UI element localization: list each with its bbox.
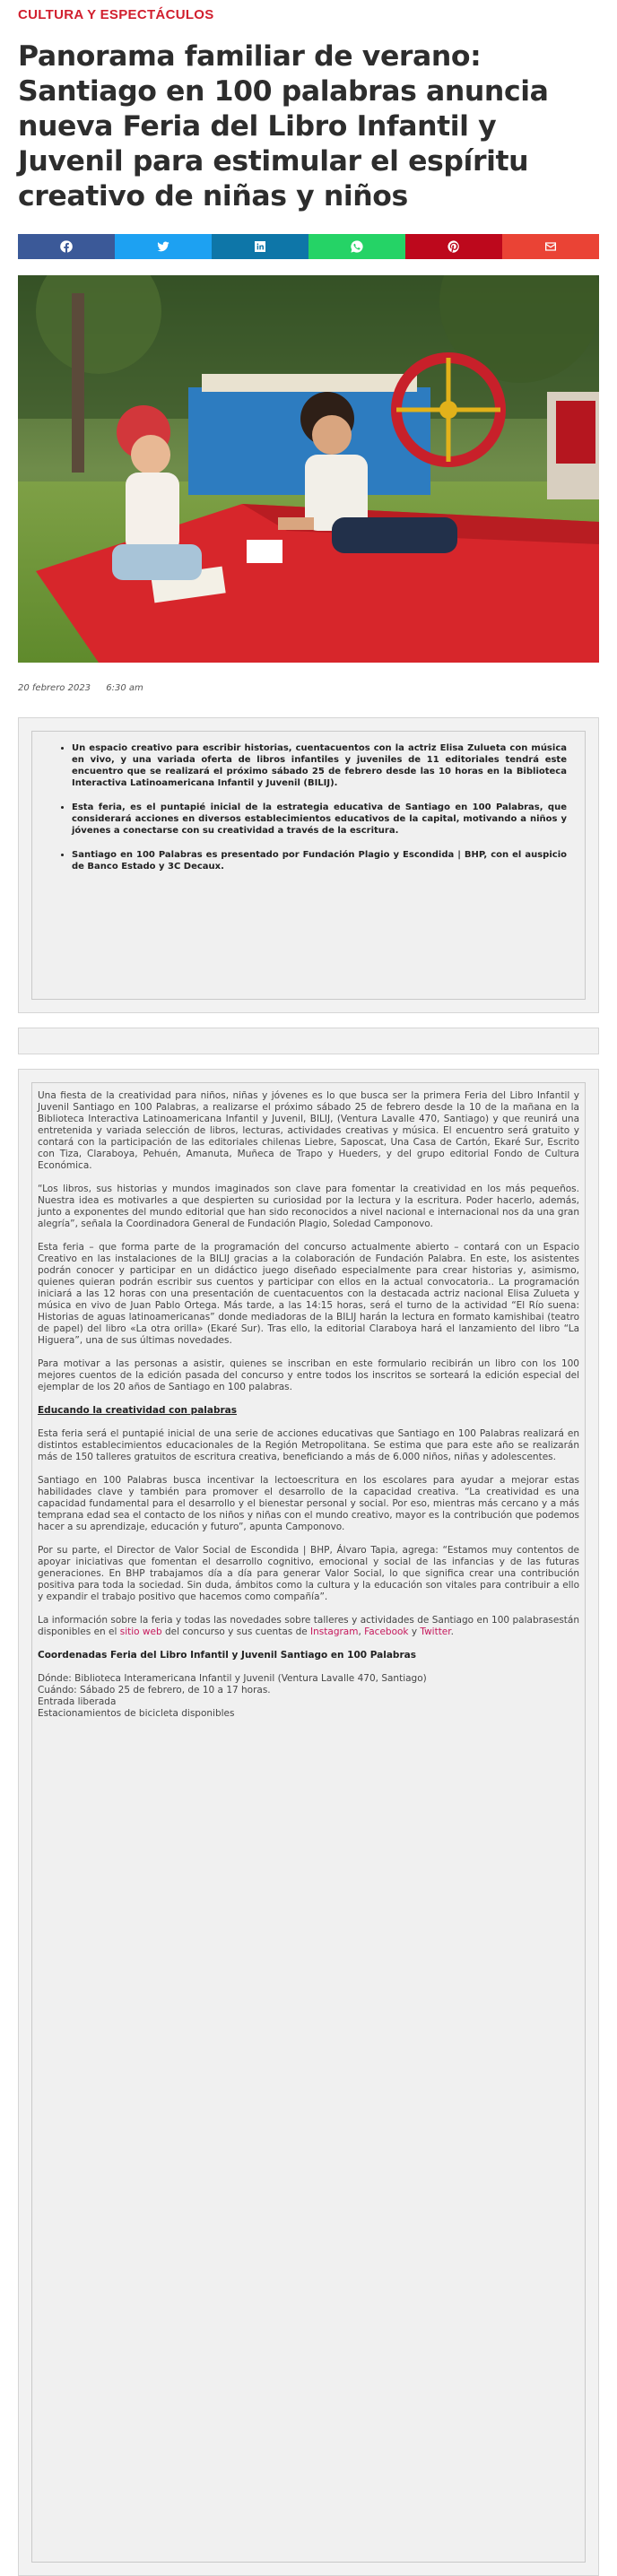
email-icon xyxy=(543,239,558,254)
publish-time: 6:30 am xyxy=(106,683,143,693)
website-link[interactable]: sitio web xyxy=(119,1626,162,1637)
share-facebook-button[interactable] xyxy=(18,234,115,259)
twitter-icon xyxy=(156,239,170,254)
share-bar xyxy=(18,234,599,259)
whatsapp-icon xyxy=(350,239,364,254)
event-entry: Entrada liberada xyxy=(38,1696,117,1707)
empty-box xyxy=(18,1028,599,1054)
summary-inner xyxy=(31,731,586,1000)
share-pinterest-button[interactable] xyxy=(405,234,502,259)
facebook-link[interactable]: Facebook xyxy=(364,1626,409,1637)
share-linkedin-button[interactable] xyxy=(212,234,308,259)
summary-item: • Esta feria, es el puntapié inicial de la estrategia educativa de Santiago en 100 Palabras, que considerará acciones en diversos establecimientos educativos de la capital, motivando a niños y jóvenes a conectarse con su creatividad a través de la escritura. xyxy=(72,802,567,837)
instagram-link[interactable]: Instagram xyxy=(310,1626,359,1637)
hero-image xyxy=(18,275,599,663)
paragraph: Para motivar a las personas a asistir, quienes se inscriban en este formulario recibirán un libro con los 100 mejores cuentos de la edición pasada del concurso y entre todos los inscritos se sorteará la edición especial del ejemplar de los 20 años de Santiago en 100 palabras. xyxy=(38,1358,579,1392)
text: La información sobre la feria y todas las novedades sobre talleres y actividades de Santiago en 100 palabrasestán disponibles en el xyxy=(38,1615,579,1637)
linkedin-icon xyxy=(253,239,267,254)
article-body-box xyxy=(18,1069,599,2576)
facebook-icon xyxy=(59,239,74,254)
publish-date: 20 febrero 2023 xyxy=(18,683,91,693)
summary-box xyxy=(18,717,599,1013)
event-when: Cuándo: Sábado 25 de febrero, de 10 a 17 horas. xyxy=(38,1685,271,1696)
paragraph: Por su parte, el Director de Valor Social de Escondida | BHP, Álvaro Tapia, agrega: “Estamos muy contentos de apoyar iniciativas que fomentan el desarrollo cognitivo, emocional y social de las infancias y de las futuras generaciones. En BHP trabajamos día a día para generar Valor Social, lo que significa crear una contribución positiva para toda la sociedad. Sin duda, ámbitos como la cultura y la educación son vitales para contribuir a ello y expandir el trabajo positivo que hacemos como compañía”. xyxy=(38,1545,579,1602)
category-label[interactable]: CULTURA Y ESPECTÁCULOS xyxy=(18,7,214,22)
section-subheading: Educando la creatividad con palabras xyxy=(38,1405,238,1416)
summary-item: • Santiago en 100 Palabras es presentado por Fundación Plagio y Escondida | BHP, con el auspicio de Banco Estado y 3C Decaux. xyxy=(72,849,567,872)
paragraph: Una fiesta de la creatividad para niños, niñas y jóvenes es lo que busca ser la primera Feria del Libro Infantil y Juvenil Santiago en 100 Palabras, a realizarse el próximo sábado 25 de febrero desde la 10 de la mañana en la Biblioteca Interactiva Latinoamericana Infantil y Juvenil, BILIJ, (Ventura Lavalle 470, Santiago) y que reunirá una entretenida y variada selección de libros, lecturas, actividades creativas y música. El encuentro será gratuito y contará con la participación de las editoriales chilenas Liebre, Saposcat, Una Casa de Cartón, Ekaré Sur, Escrito con Tiza, Claraboya, Pehuén, Amanuta, Muñeca de Trapo y Hueders, y del grupo editorial Fondo de Cultura Económica. xyxy=(38,1090,579,1171)
twitter-link[interactable]: Twitter xyxy=(420,1626,451,1637)
event-parking: Estacionamientos de bicicleta disponibles xyxy=(38,1708,235,1719)
article-headline: Panorama familiar de verano: Santiago en 100 palabras anuncia nueva Feria del Libro Infantil y Juvenil para estimular el espíritu creativo de niñas y niños xyxy=(18,40,549,212)
paragraph: Santiago en 100 Palabras busca incentivar la lectoescritura en los escolares para ayudar a mejorar estas habilidades clave y también para promover el desarrollo de la capacidad creativa. “La creatividad es una capacidad fundamental para el desarrollo y el bienestar personal y social. Por eso, mientras más cercano y a más temprana edad sea el contacto de los niños y niñas con el mundo creativo, mayor es la contribución que podemos hacer a su aprendizaje, educación y futuro”, apunta Camponovo. xyxy=(38,1475,579,1532)
text: del concurso y sus cuentas de xyxy=(161,1626,311,1637)
coordinates-heading: Coordenadas Feria del Libro Infantil y Juvenil Santiago en 100 Palabras xyxy=(38,1650,416,1661)
article-body xyxy=(31,1082,586,2563)
article-meta xyxy=(18,683,599,696)
share-whatsapp-button[interactable] xyxy=(308,234,405,259)
paragraph-links xyxy=(38,1615,579,1638)
event-details xyxy=(38,1673,579,1720)
summary-item: • Un espacio creativo para escribir historias, cuentacuentos con la actriz Elisa Zulueta con música en vivo, y una variada oferta de libros infantiles y juveniles de 11 editoriales tendrá este encuentro que se realizará el próximo sábado 25 de febrero desde las 10 horas en la Biblioteca Interactiva Latinoamericana Infantil y Juvenil (BILIJ). xyxy=(72,742,567,789)
text: , xyxy=(358,1626,365,1637)
text: y xyxy=(408,1626,421,1637)
share-twitter-button[interactable] xyxy=(115,234,212,259)
paragraph: Esta feria será el puntapié inicial de una serie de acciones educativas que Santiago en 100 Palabras realizará en distintos establecimientos educacionales de la Región Metropolitana. Se estima que para este año se realizarán más de 150 talleres gratuitos de escritura creativa, beneficiando a más de 6.000 niños, niñas y adolescentes. xyxy=(38,1428,579,1462)
pinterest-icon xyxy=(447,239,461,254)
event-where: Dónde: Biblioteca Interamericana Infantil y Juvenil (Ventura Lavalle 470, Santiago) xyxy=(38,1673,427,1684)
text: . xyxy=(450,1626,454,1637)
summary-list xyxy=(59,742,567,872)
paragraph: Esta feria – que forma parte de la programación del concurso actualmente abierto – contará con un Espacio Creativo en las instalaciones de la BILIJ gracias a la colaboración de Fundación Palabra. En este, los asistentes podrán conocer y participar en un didáctico juego diseñado especialmente para crear historias y, asimismo, quienes quieran podrán escribir sus cuentos y participar con ellos en la actual convocatoria.. La programación iniciará a las 12 horas con una presentación de cuentacuentos con la destacada actriz nacional Elisa Zulueta y música en vivo de Juan Pablo Ortega. Más tarde, a las 14:15 horas, será el turno de la actividad “El Río suena: Historias de aguas latinoamericanas” donde mediadoras de la BILIJ harán la lectura en formato kamishibai (teatro de papel) del libro «La otra orilla» (Ekaré Sur). Tras ello, la editorial Claraboya hará el lanzamiento del libro “La Higuera”, una de sus últimas novedades. xyxy=(38,1242,579,1346)
paragraph: “Los libros, sus historias y mundos imaginados son clave para fomentar la creatividad en los más pequeños. Nuestra idea es motivarles a que despierten su curiosidad por la lectura y la escritura. Poder hacerlo, además, junto a exponentes del mundo editorial que han sido reconocidos a nivel nacional e internacional nos da una gran alegría”, señala la Coordinadora General de Fundación Plagio, Soledad Camponovo. xyxy=(38,1184,579,1229)
share-email-button[interactable] xyxy=(502,234,599,259)
